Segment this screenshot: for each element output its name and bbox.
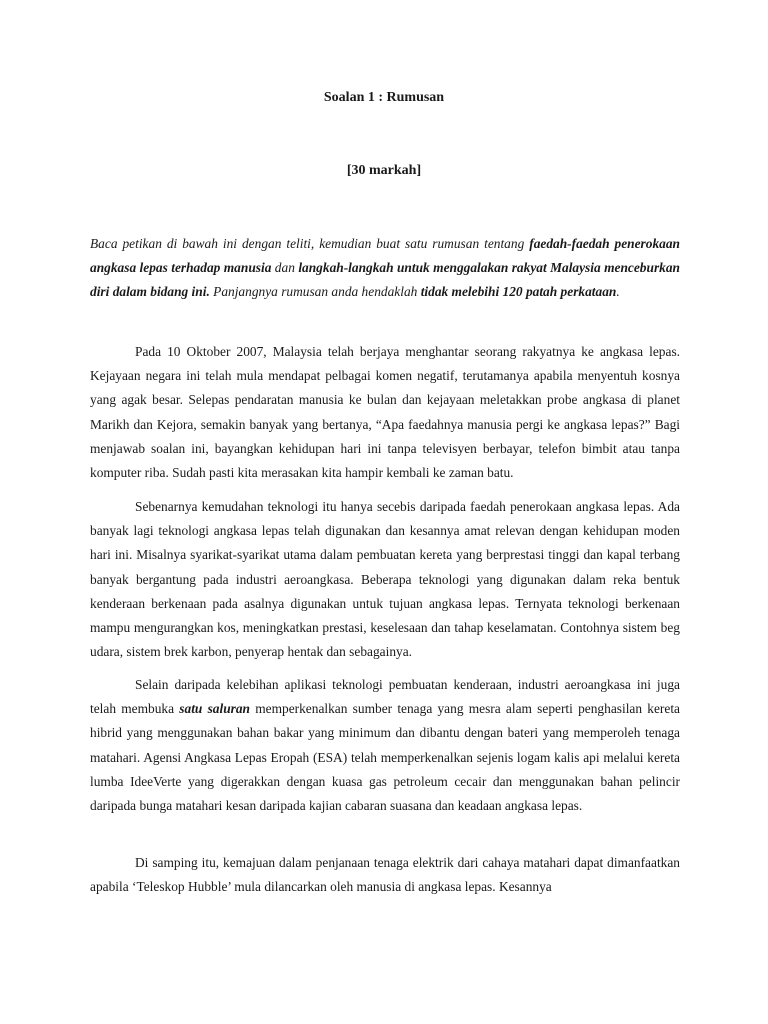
instruction-emphasis-3: tidak melebihi 120 patah perkataan: [420, 284, 617, 300]
instruction-text-4: .: [616, 284, 620, 300]
paragraph-3-text-b: memperkenalkan sumber tenaga yang mesra alam seperti penghasilan kereta hibrid yang menggunakan bahan bakar yang minimum dan dibantu dengan bateri yang memperoleh tenaga matahari. Agensi Angkasa Lepas Eropah (ESA) telah memperkenalkan sejenis logam kalis api melalui kereta lumba IdeeVerte yang digerakkan dengan kuasa gas petroleum cecair dan menggunakan bahan pelincir daripada bunga matahari kesan daripada kajian cabaran suasana dan keadaan angkasa lepas.: [90, 701, 680, 814]
paragraph-3-text-a: Selain daripada kelebihan aplikasi teknologi pembuatan kenderaan, industri aeroangkasa ini juga telah membuka: [90, 677, 680, 717]
instruction-text-1: Baca petikan di bawah ini dengan teliti, kemudian buat satu rumusan tentang: [90, 236, 530, 251]
instruction-emphasis-1: faedah-faedah penerokaan angkasa lepas terhadap manusia: [90, 236, 680, 276]
marks-label: [30 markah]: [346, 163, 422, 178]
passage-paragraph-1: Pada 10 Oktober 2007, Malaysia telah berjaya menghantar seorang rakyatnya ke angkasa lepas. Kejayaan negara ini telah mula mendapat pelbagai komen negatif, terutamanya apabila menyentuh kosnya yang agak besar. Selepas pendaratan manusia ke bulan dan kejayaan meletakkan probe angkasa di planet Marikh dan Kejora, semakin banyak yang bertanya, “Apa faedahnya manusia pergi ke angkasa lepas?” Bagi menjawab soalan ini, bayangkan kehidupan hari ini tanpa televisyen berbayar, telefon bimbit atau tanpa komputer riba. Sudah pasti kita merasakan kita hampir kembali ke zaman batu.: [90, 344, 680, 481]
instruction-emphasis-2: langkah-langkah untuk menggalakan rakyat Malaysia menceburkan diri dalam bidang ini.: [90, 260, 680, 300]
passage-paragraph-3: [90, 673, 680, 818]
passage-paragraph-2: Sebenarnya kemudahan teknologi itu hanya secebis daripada faedah penerokaan angkasa lepas. Ada banyak lagi teknologi angkasa lepas telah digunakan dan kesannya amat relevan dengan kehidupan moden hari ini. Misalnya syarikat-syarikat utama dalam pembuatan kereta yang berprestasi tinggi dan kapal terbang banyak bergantung pada industri aeroangkasa. Beberapa teknologi yang digunakan dalam reka bentuk kenderaan berkenaan pada asalnya digunakan untuk tujuan angkasa lepas. Ternyata teknologi berkenaan mampu mengurangkan kos, meningkatkan prestasi, keselesaan dan tahap keselamatan. Contohnya sistem beg udara, sistem brek karbon, penyerap hentak dan sebagainya.: [90, 499, 680, 660]
paragraph-3-emphasis: satu saluran: [179, 701, 251, 717]
instruction-paragraph: [90, 232, 680, 305]
instruction-text-3: Panjangnya rumusan anda hendaklah: [209, 284, 421, 300]
passage-paragraph-4: Di samping itu, kemajuan dalam penjanaan tenaga elektrik dari cahaya matahari dapat dimanfaatkan apabila ‘Teleskop Hubble’ mula dilancarkan oleh manusia di angkasa lepas. Kesannya: [90, 855, 680, 895]
instruction-text-2: dan: [271, 260, 299, 276]
question-title: Soalan 1 : Rumusan: [323, 90, 445, 105]
